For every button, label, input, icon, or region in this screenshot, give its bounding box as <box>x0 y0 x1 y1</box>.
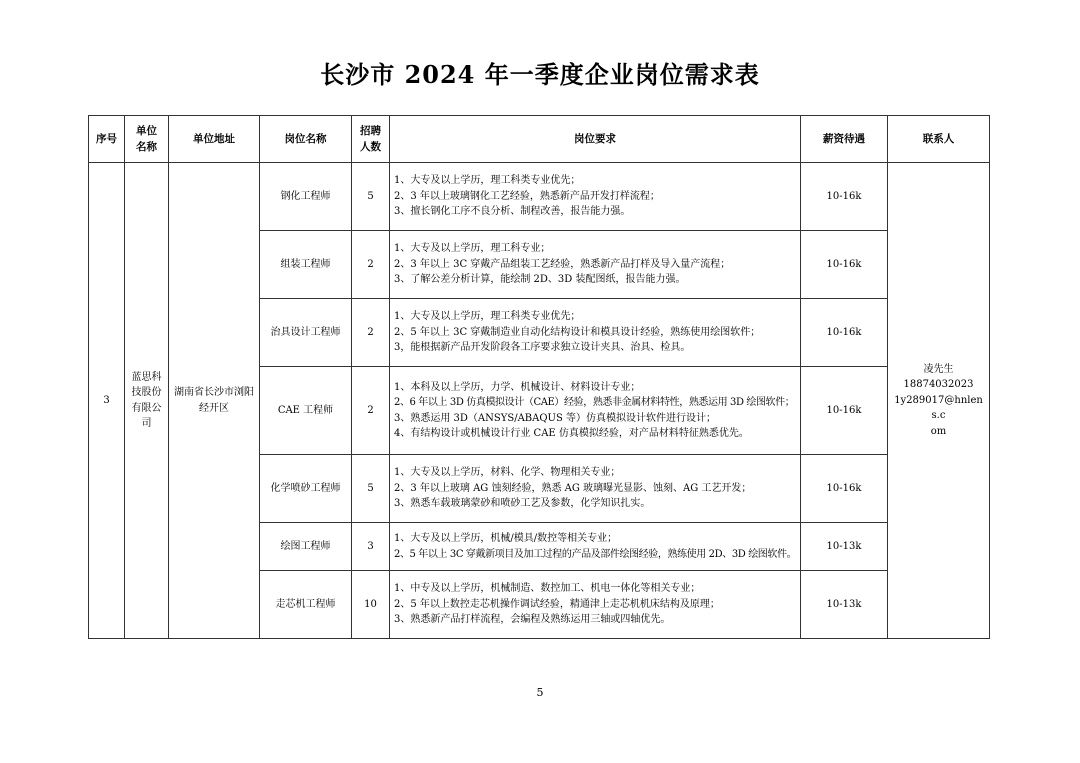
job-count: 5 <box>352 455 390 523</box>
requirement-line: 3、了解公差分析计算，能绘制 2D、3D 装配图纸，报告能力强。 <box>394 274 686 286</box>
job-name: 治具设计工程师 <box>260 299 352 367</box>
contact-cell <box>888 163 990 639</box>
header-company-line: 单位 <box>136 124 157 137</box>
requirement-line: 3、熟悉车载玻璃蒙砂和喷砂工艺及参数，化学知识扎实。 <box>394 498 651 510</box>
job-count: 2 <box>352 231 390 299</box>
requirement-line: 2、6 年以上 3D 仿真模拟设计（CAE）经验，熟悉非金属材料特性，熟悉运用 3D 绘图软件； <box>394 397 795 408</box>
job-salary: 10-16k <box>801 455 888 523</box>
job-name: 走芯机工程师 <box>260 571 352 639</box>
requirement-line: 1、大专及以上学历，理工科类专业优先； <box>394 311 581 323</box>
requirement-line: 1、中专及以上学历，机械制造、数控加工、机电一体化等相关专业； <box>394 583 701 595</box>
job-count: 2 <box>352 299 390 367</box>
document-title: 长沙市 2024 年一季度企业岗位需求表 <box>320 60 760 89</box>
job-count: 5 <box>352 163 390 231</box>
requirement-line: 3、熟悉运用 3D（ANSYS/ABAQUS 等）仿真模拟设计软件进行设计； <box>394 412 717 424</box>
company-name-line: 司 <box>141 418 152 429</box>
requirement-line: 4、有结构设计或机械设计行业 CAE 仿真模拟经验，对产品材料特征熟悉优先。 <box>394 428 749 439</box>
requirement-line: 1、本科及以上学历，力学、机械设计、材料设计专业； <box>394 381 641 393</box>
job-count: 10 <box>352 571 390 639</box>
contact-email-continued: om <box>930 425 947 437</box>
header-seq: 序号 <box>89 116 125 163</box>
requirement-line: 1、大专及以上学历，机械/模具/数控等相关专业； <box>394 533 618 544</box>
job-salary: 10-16k <box>801 231 888 299</box>
table-header-row <box>89 116 990 163</box>
job-salary: 10-16k <box>801 299 888 367</box>
requirement-line: 3、熟悉新产品打样流程，会编程及熟练运用三轴或四轴优先。 <box>394 614 671 626</box>
job-requirements <box>390 367 801 455</box>
company-name-line: 蓝思科 <box>131 371 162 383</box>
header-count-line: 人数 <box>360 141 381 153</box>
job-name: 化学喷砂工程师 <box>260 455 352 523</box>
job-count: 3 <box>352 523 390 571</box>
address-line: 经开区 <box>199 402 229 414</box>
header-company-line: 名称 <box>136 141 157 153</box>
job-demand-table <box>88 115 990 639</box>
requirement-line: 1、大专及以上学历，理工科类专业优先； <box>394 175 581 187</box>
job-name: 组装工程师 <box>260 231 352 299</box>
job-requirements <box>390 299 801 367</box>
job-requirements <box>390 523 801 571</box>
header-requirements: 岗位要求 <box>390 116 801 163</box>
job-name: 钢化工程师 <box>260 163 352 231</box>
job-salary: 10-16k <box>801 163 888 231</box>
job-name: 绘图工程师 <box>260 523 352 571</box>
job-requirements <box>390 231 801 299</box>
job-salary: 10-13k <box>801 571 888 639</box>
company-name-line: 有限公 <box>131 402 162 414</box>
job-requirements <box>390 163 801 231</box>
job-requirements <box>390 571 801 639</box>
requirement-line: 3、擅长钢化工序不良分析、制程改善，报告能力强。 <box>394 206 631 218</box>
header-contact: 联系人 <box>888 116 990 163</box>
company-address-cell <box>169 163 260 639</box>
job-requirements <box>390 455 801 523</box>
header-count <box>352 116 390 163</box>
table-row <box>89 163 990 231</box>
requirement-line: 2、3 年以上玻璃钢化工艺经验，熟悉新产品开发打样流程； <box>394 190 660 202</box>
header-company <box>125 116 169 163</box>
address-line: 湖南省长沙市浏阳 <box>174 387 254 398</box>
requirement-line: 2、5 年以上数控走芯机操作调试经验，精通津上走芯机机床结构及原理； <box>394 598 720 610</box>
seq-cell: 3 <box>89 163 125 639</box>
job-salary: 10-13k <box>801 523 888 571</box>
header-count-line: 招聘 <box>360 124 381 137</box>
contact-phone: 18874032023 <box>903 379 974 391</box>
header-salary: 薪资待遇 <box>801 116 888 163</box>
requirement-line: 2、3 年以上玻璃 AG 蚀刻经验，熟悉 AG 玻璃曝光显影、蚀刻、AG 工艺开发； <box>394 482 752 494</box>
header-position: 岗位名称 <box>260 116 352 163</box>
company-name-line: 技股份 <box>131 387 162 398</box>
contact-name: 凌先生 <box>923 363 954 375</box>
requirement-line: 2、3 年以上 3C 穿戴产品组装工艺经验，熟悉新产品打样及导入量产流程； <box>394 258 731 270</box>
job-name: CAE 工程师 <box>260 367 352 455</box>
header-address: 单位地址 <box>169 116 260 163</box>
requirement-line: 3，能根据新产品开发阶段各工序要求独立设计夹具、治具、检具。 <box>394 342 691 354</box>
requirement-line: 2、5 年以上 3C 穿戴新项目及加工过程的产品及部件绘图经验，熟练使用 2D、3D 绘图软件。 <box>394 548 797 560</box>
requirement-line: 1、大专及以上学历，理工科专业； <box>394 243 551 255</box>
page-number: 5 <box>536 686 544 699</box>
company-name-cell <box>125 163 169 639</box>
contact-email: 1y289017@hnlens.c <box>894 394 983 422</box>
job-salary: 10-16k <box>801 367 888 455</box>
requirement-line: 2、5 年以上 3C 穿戴制造业自动化结构设计和模具设计经验，熟练使用绘图软件； <box>394 326 761 338</box>
requirement-line: 1、大专及以上学历，材料、化学、物理相关专业； <box>394 467 621 479</box>
job-count: 2 <box>352 367 390 455</box>
